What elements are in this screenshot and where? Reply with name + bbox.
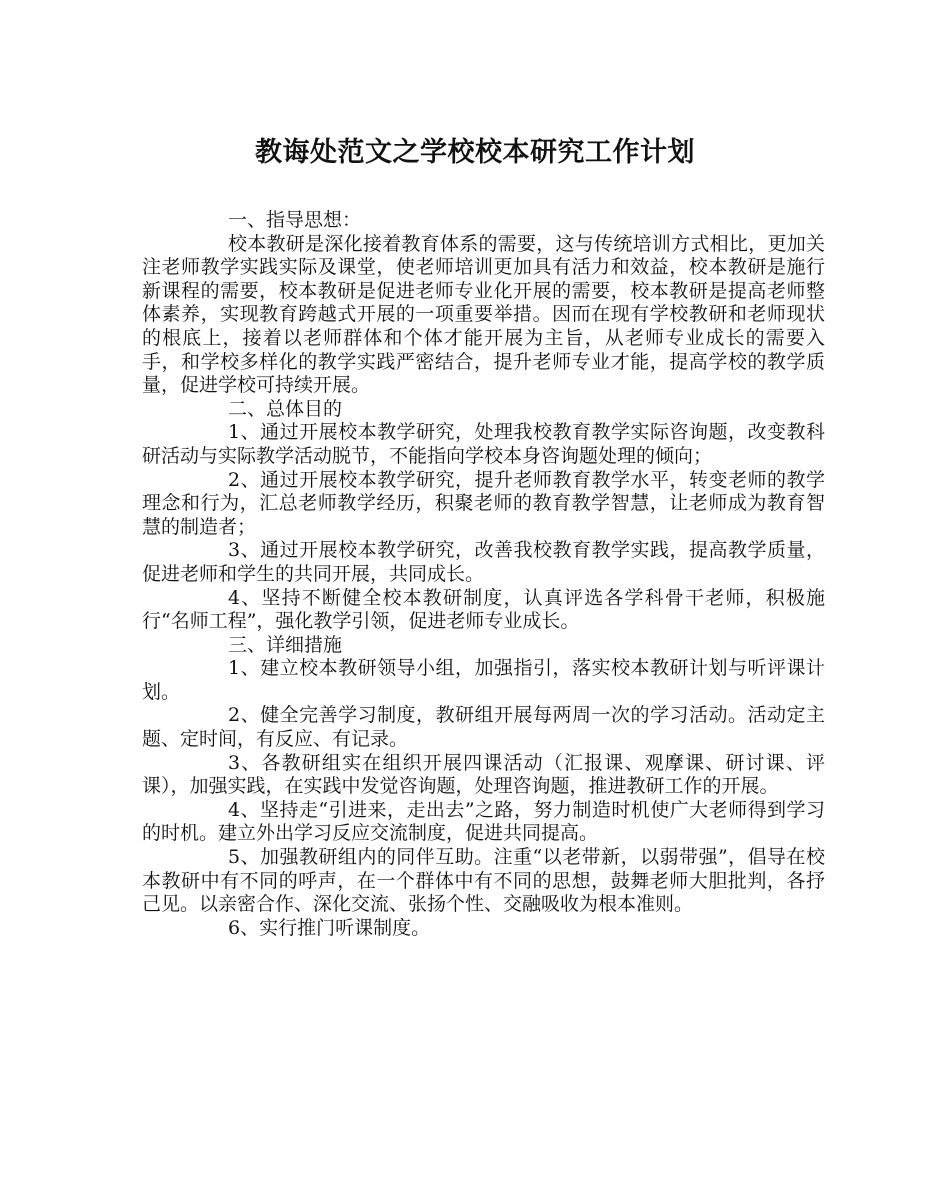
section-heading-guiding-ideology: 一、指导思想： bbox=[228, 209, 362, 231]
section-heading-detailed-measures: 三、详细措施 bbox=[228, 633, 343, 656]
section-heading-overall-goals: 二、总体目的 bbox=[228, 397, 343, 420]
list-item: 2、通过开展校本教学研究，提升老师教育教学水平，转变老师的教学理念和行为，汇总老师教学经历，积聚老师的教育教学智慧，让老师成为教育智慧的制造者； bbox=[142, 468, 825, 538]
document-title: 教诲处范文之学校校本研究工作计划 bbox=[255, 137, 695, 168]
list-item: 1、通过开展校本教学研究，处理我校教育教学实际咨询题，改变教科研活动与实际教学活动脱节，不能指向学校本身咨询题处理的倾向； bbox=[142, 421, 825, 467]
list-item: 2、健全完善学习制度，教研组开展每两周一次的学习活动。活动定主题、定时间，有反应、有记录。 bbox=[142, 704, 825, 751]
list-item: 3、通过开展校本教学研究，改善我校教育教学实践，提高教学质量，促进老师和学生的共同开展，共同成长。 bbox=[142, 539, 825, 585]
list-item: 4、坚持不断健全校本教研制度，认真评选各学科骨干老师，积极施行“名师工程”，强化教学引领，促进老师专业成长。 bbox=[142, 586, 825, 633]
document-body bbox=[142, 209, 825, 940]
paragraph: 校本教研是深化接着教育体系的需要，这与传统培训方式相比，更加关注老师教学实践实际及课堂，使老师培训更加具有活力和效益，校本教研是施行新课程的需要，校本教研是促进老师专业化开展的需要，校本教研是提高老师整体素养，实现教育跨越式开展的一项重要举措。因而在现有学校教研和老师现状的根底上，接着以老师群体和个体才能开展为主旨，从老师专业成长的需要入手，和学校多样化的教学实践严密结合，提升老师专业才能，提高学校的教学质量，促进学校可持续开展。 bbox=[142, 232, 825, 397]
list-item: 1、建立校本教研领导小组，加强指引，落实校本教研计划与听评课计划。 bbox=[142, 657, 825, 703]
list-item: 4、坚持走“引进来，走出去”之路，努力制造时机使广大老师得到学习的时机。建立外出学习反应交流制度，促进共同提高。 bbox=[142, 798, 825, 845]
list-item: 6、实行推门听课制度。 bbox=[228, 916, 431, 939]
list-item: 3、各教研组实在组织开展四课活动（汇报课、观摩课、研讨课、评课），加强实践，在实践中发觉咨询题，处理咨询题，推进教研工作的开展。 bbox=[142, 751, 825, 798]
list-item: 5、加强教研组内的同伴互助。注重“以老带新，以弱带强”，倡导在校本教研中有不同的呼声，在一个群体中有不同的思想，鼓舞老师大胆批判，各抒己见。以亲密合作、深化交流、张扬个性、交融吸收为根本准则。 bbox=[142, 846, 825, 916]
